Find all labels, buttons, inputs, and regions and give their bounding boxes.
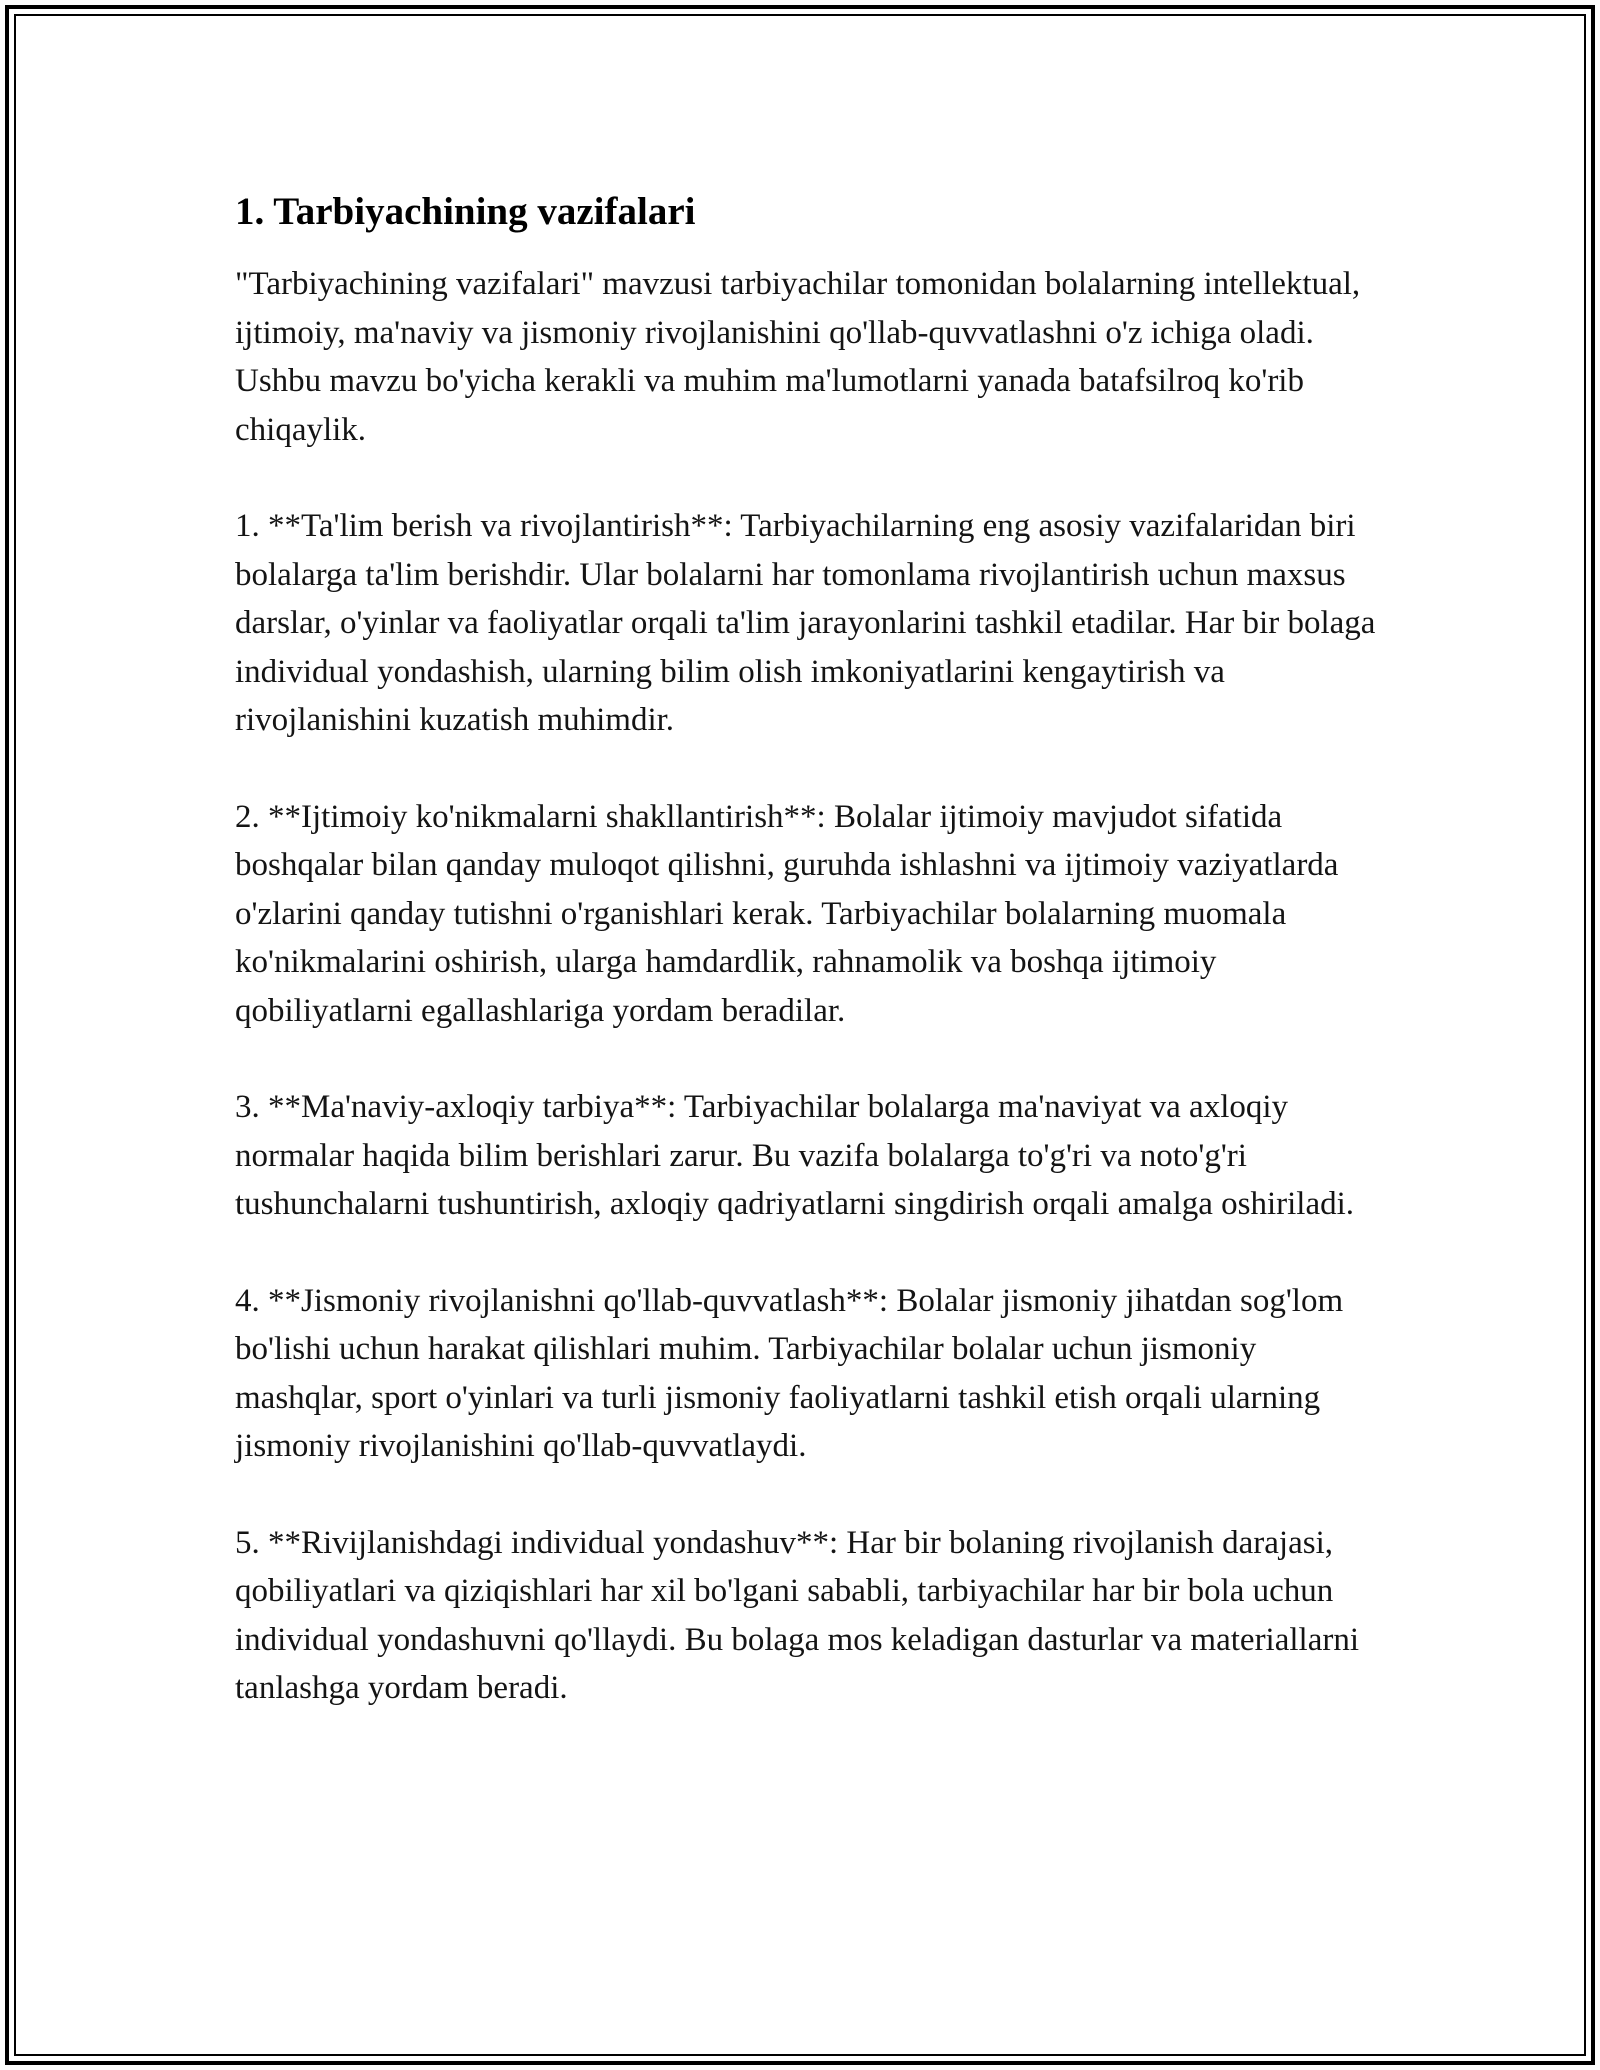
paragraph-moral-education: 3. **Ma'naviy-axloqiy tarbiya**: Tarbiyachilar bolalarga ma'naviyat va axloqiy normalar haqida bilim berishlari zarur. Bu vazifa bolalarga to'g'ri va noto'g'ri tushunchalarni tushuntirish, axloqiy qadriyatlarni singdirish orqali amalga oshiriladi. xyxy=(235,1089,1355,1222)
document-body xyxy=(235,186,1385,1761)
section-heading: 1. Tarbiyachining vazifalari xyxy=(235,190,696,233)
paragraph-physical-development: 4. **Jismoniy rivojlanishni qo'llab-quvvatlash**: Bolalar jismoniy jihatdan sog'lom bo'lishi uchun harakat qilishlari muhim. Tarbiyachilar bolalar uchun jismoniy mashqlar, sport o'yinlari va turli jismoniy faoliyatlarni tashkil etish orqali ularning jismoniy rivojlanishini qo'llab-quvvatlaydi. xyxy=(235,1282,1344,1464)
paragraph-education: 1. **Ta'lim berish va rivojlantirish**: Tarbiyachilarning eng asosiy vazifalaridan biri bolalarga ta'lim berishdir. Ular bolalarni har tomonlama rivojlantirish uchun maxsus darslar, o'yinlar va faoliyatlar orqali ta'lim jarayonlarini tashkil etadilar. Har bir bolaga individual yondashish, ularning bilim olish imkoniyatlarini kengaytirish va rivojlanishini kuzatish muhimdir. xyxy=(235,508,1376,738)
paragraph-social-skills: 2. **Ijtimoiy ko'nikmalarni shakllantirish**: Bolalar ijtimoiy mavjudot sifatida boshqalar bilan qanday muloqot qilishni, guruhda ishlashni va ijtimoiy vaziyatlarda o'zlarini qanday tutishni o'rganishlari kerak. Tarbiyachilar bolalarning muomala ko'nikmalarini oshirish, ularga hamdardlik, rahnamolik va boshqa ijtimoiy qobiliyatlarni egallashlariga yordam beradilar. xyxy=(235,798,1339,1029)
paragraph-individual-approach: 5. **Rivijlanishdagi individual yondashuv**: Har bir bolaning rivojlanish darajasi, qobiliyatlari va qiziqishlari har xil bo'lgani sababli, tarbiyachilar har bir bola uchun individual yondashuvni qo'llaydi. Bu bolaga mos keladigan dasturlar va materiallarni tanlashga yordam beradi. xyxy=(235,1524,1360,1706)
intro-paragraph: "Tarbiyachining vazifalari" mavzusi tarbiyachilar tomonidan bolalarning intellektual, ijtimoiy, ma'naviy va jismoniy rivojlanishini qo'llab-quvvatlashni o'z ichiga oladi. Ushbu mavzu bo'yicha kerakli va muhim ma'lumotlarni yanada batafsilroq ko'rib chiqaylik. xyxy=(235,266,1361,448)
